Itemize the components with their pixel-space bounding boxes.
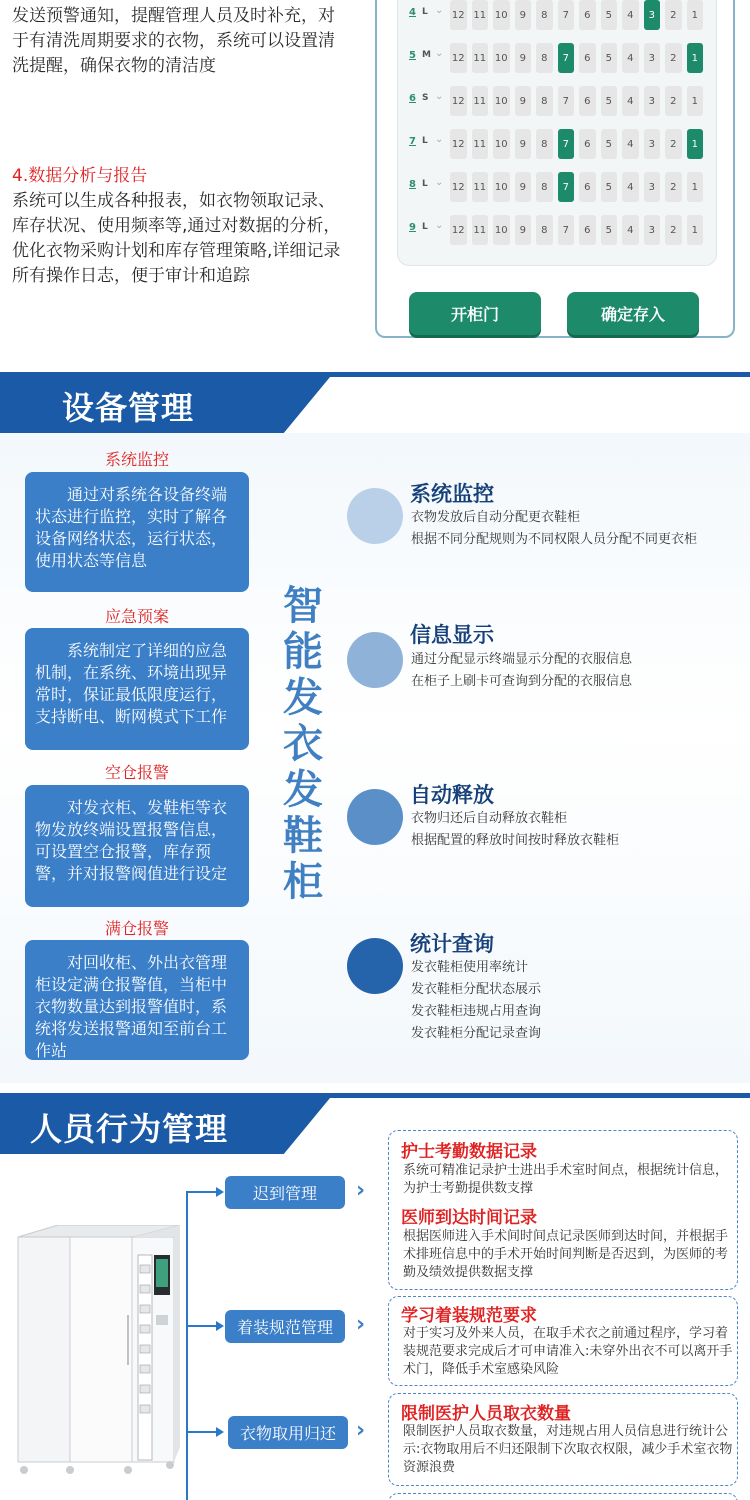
locker-cabinet-illustration <box>10 1225 185 1480</box>
detail-text: 限制医护人员取衣数量，对违规占用人员信息进行统计公示:衣物取用后不归还限制下次取衣权限，减少手术室衣物资源浪费 <box>403 1424 733 1475</box>
feature-line: 发衣鞋柜违规占用查询 <box>411 1004 542 1019</box>
detail-box <box>388 1493 738 1500</box>
locker-cells <box>450 215 703 245</box>
locker-cells <box>450 0 703 30</box>
locker-cell[interactable]: 1 <box>687 172 704 202</box>
locker-cell[interactable]: 11 <box>472 43 489 73</box>
info-card: 系统制定了详细的应急机制，在系统、环境出现异常时，保证最低限度运行，支持断电、断网模式下工作 <box>25 628 249 750</box>
locker-cell[interactable]: 8 <box>536 86 553 116</box>
size-label: L <box>422 222 428 232</box>
locker-cells <box>450 129 703 159</box>
locker-cell[interactable]: 3 <box>644 43 661 73</box>
feature-line: 根据不同分配规则为不同权限人员分配不同更衣柜 <box>411 532 698 547</box>
locker-cell[interactable]: 5 <box>601 0 618 30</box>
row-number: 6 <box>409 93 416 104</box>
chevron-right-icon: › <box>356 1312 366 1337</box>
locker-cell[interactable]: 4 <box>622 172 639 202</box>
feature-line: 通过分配显示终端显示分配的衣服信息 <box>411 652 633 667</box>
connector-arrow <box>186 1325 222 1327</box>
size-label: L <box>422 136 428 146</box>
locker-cell-occupied[interactable]: 1 <box>687 129 704 159</box>
locker-cell[interactable]: 2 <box>665 172 682 202</box>
chevron-down-icon[interactable]: ⌄ <box>435 220 444 231</box>
card-title: 满仓报警 <box>104 919 169 938</box>
locker-cell[interactable]: 1 <box>687 86 704 116</box>
locker-cell[interactable]: 5 <box>601 86 618 116</box>
vertical-product-title <box>278 583 328 905</box>
detail-text: 对于实习及外来人员，在取手术衣之前通过程序，学习着装规范要求完成后才可申请准入:未穿外出衣不可以离开手术门，降低手术室感染风险 <box>403 1326 733 1377</box>
size-label: L <box>422 179 428 189</box>
locker-cell[interactable]: 12 <box>450 215 467 245</box>
size-label: M <box>422 50 431 60</box>
chevron-down-icon[interactable]: ⌄ <box>435 177 444 188</box>
chevron-down-icon[interactable]: ⌄ <box>435 5 444 16</box>
detail-text: 系统可精准记录护士进出手术室时间点，根据统计信息，为护士考勤提供数支撑 <box>403 1163 729 1196</box>
locker-cell[interactable]: 3 <box>644 215 661 245</box>
chevron-down-icon[interactable]: ⌄ <box>435 91 444 102</box>
title-char: 发 <box>283 767 323 813</box>
locker-row <box>398 129 718 159</box>
locker-row <box>398 215 718 245</box>
locker-cell[interactable]: 12 <box>450 86 467 116</box>
locker-cell[interactable]: 9 <box>515 172 532 202</box>
locker-cell[interactable]: 10 <box>493 43 510 73</box>
locker-row <box>398 0 718 30</box>
locker-cell[interactable]: 10 <box>493 86 510 116</box>
feature-circle-icon <box>347 938 403 994</box>
row-number: 8 <box>409 179 416 190</box>
locker-cell[interactable]: 5 <box>601 43 618 73</box>
locker-cell[interactable]: 4 <box>622 0 639 30</box>
locker-cell[interactable]: 12 <box>450 172 467 202</box>
locker-cell[interactable]: 7 <box>558 0 575 30</box>
title-char: 柜 <box>283 859 323 905</box>
branch-dress-code: 着装规范管理 <box>225 1310 345 1343</box>
connector-arrow <box>186 1431 222 1433</box>
locker-cell[interactable]: 4 <box>622 215 639 245</box>
locker-cell[interactable]: 6 <box>579 43 596 73</box>
locker-cell[interactable]: 11 <box>472 172 489 202</box>
locker-cell-occupied[interactable]: 7 <box>558 172 575 202</box>
feature-line: 根据配置的释放时间按时释放衣鞋柜 <box>411 833 620 848</box>
feature-circle-icon <box>347 632 403 688</box>
locker-cell[interactable]: 9 <box>515 86 532 116</box>
chevron-down-icon[interactable]: ⌄ <box>435 48 444 59</box>
chevron-down-icon[interactable]: ⌄ <box>435 134 444 145</box>
detail-title: 医师到达时间记录 <box>401 1208 537 1228</box>
chevron-right-icon: › <box>356 1418 366 1443</box>
locker-cell[interactable]: 9 <box>515 43 532 73</box>
locker-cell[interactable]: 10 <box>493 172 510 202</box>
locker-cell[interactable]: 12 <box>450 43 467 73</box>
locker-cell[interactable]: 5 <box>601 215 618 245</box>
locker-cell[interactable]: 5 <box>601 129 618 159</box>
detail-text: 根据医师进入手术间时间点记录医师到达时间，并根据手术排班信息中的手术开始时间判断是否迟到，为医师的考勤及绩效提供数据支撑 <box>403 1229 729 1280</box>
intro-paragraph: 系统可以生成各种报表，如衣物领取记录、库存状况、使用频率等,通过对数据的分析，优化衣物采购计划和库存管理策略,详细记录所有操作日志，便于审计和追踪 <box>12 191 341 286</box>
feature-title: 统计查询 <box>410 932 494 956</box>
detail-title: 学习着装规范要求 <box>401 1306 537 1326</box>
section-heading: 4.数据分析与报告 <box>12 166 148 186</box>
title-char: 发 <box>283 675 323 721</box>
locker-cell[interactable]: 4 <box>622 129 639 159</box>
feature-title: 系统监控 <box>410 482 494 506</box>
intro-section <box>0 0 750 372</box>
size-label: S <box>422 93 429 103</box>
locker-row <box>398 172 718 202</box>
locker-cell[interactable]: 9 <box>515 215 532 245</box>
title-char: 智 <box>283 583 323 629</box>
feature-line: 发衣鞋柜使用率统计 <box>411 960 529 975</box>
info-card: 通过对系统各设备终端状态进行监控，实时了解各设备网络状态，运行状态，使用状态等信息 <box>25 472 249 592</box>
detail-box <box>388 1393 738 1486</box>
locker-row <box>398 43 718 73</box>
title-char: 能 <box>283 629 323 675</box>
locker-cell[interactable]: 11 <box>472 86 489 116</box>
locker-cell[interactable]: 3 <box>644 172 661 202</box>
section-title: 设备管理 <box>62 389 195 427</box>
connector-line <box>186 1192 188 1500</box>
branch-clothing-return: 衣物取用归还 <box>228 1416 348 1449</box>
locker-cell[interactable]: 11 <box>472 129 489 159</box>
locker-cell[interactable]: 10 <box>493 129 510 159</box>
feature-circle-icon <box>347 789 403 845</box>
locker-cell[interactable]: 8 <box>536 43 553 73</box>
locker-cells <box>450 86 703 116</box>
section-title: 人员行为管理 <box>30 1110 229 1148</box>
locker-cell[interactable]: 10 <box>493 215 510 245</box>
locker-cell[interactable]: 5 <box>601 172 618 202</box>
locker-cell[interactable]: 8 <box>536 0 553 30</box>
info-card: 对回收柜、外出衣管理柜设定满仓报警值，当柜中衣物数量达到报警值时，系统将发送报警通知至前台工作站 <box>25 940 249 1060</box>
row-number: 7 <box>409 136 416 147</box>
locker-row <box>398 86 718 116</box>
locker-cell[interactable]: 2 <box>665 0 682 30</box>
open-door-button[interactable]: 开柜门 <box>409 292 541 335</box>
title-char: 鞋 <box>283 813 323 859</box>
row-number: 5 <box>409 50 416 61</box>
locker-cell-occupied[interactable]: 7 <box>558 129 575 159</box>
locker-cell[interactable]: 2 <box>665 86 682 116</box>
connector-arrow <box>186 1191 222 1193</box>
locker-cells <box>450 172 703 202</box>
row-number: 4 <box>409 7 416 18</box>
locker-cell-occupied[interactable]: 1 <box>687 43 704 73</box>
detail-box <box>388 1130 738 1290</box>
card-title: 系统监控 <box>104 450 169 469</box>
locker-cell-occupied[interactable]: 7 <box>558 43 575 73</box>
intro-paragraph: 发送预警通知，提醒管理人员及时补充，对于有清洗周期要求的衣物，系统可以设置清洗提醒，确保衣物的清洁度 <box>12 6 335 76</box>
locker-cell[interactable]: 11 <box>472 215 489 245</box>
locker-cell[interactable]: 6 <box>579 172 596 202</box>
feature-circle-icon <box>347 488 403 544</box>
detail-box <box>388 1296 738 1386</box>
feature-line: 发衣鞋柜分配状态展示 <box>411 982 542 997</box>
info-card: 对发衣柜、发鞋柜等衣物发放终端设置报警信息，可设置空仓报警，库存预警，并对报警阀值进行设定 <box>25 785 249 907</box>
locker-cell[interactable]: 11 <box>472 0 489 30</box>
locker-cell[interactable]: 7 <box>558 215 575 245</box>
branch-late-management: 迟到管理 <box>225 1176 345 1209</box>
locker-cell[interactable]: 8 <box>536 215 553 245</box>
locker-cells <box>450 43 703 73</box>
chevron-right-icon: › <box>356 1178 366 1203</box>
locker-terminal-screen <box>375 0 735 338</box>
locker-grid <box>397 0 717 266</box>
locker-cell[interactable]: 6 <box>579 215 596 245</box>
locker-cell[interactable]: 1 <box>687 215 704 245</box>
locker-cell[interactable]: 8 <box>536 172 553 202</box>
locker-cell[interactable]: 7 <box>558 86 575 116</box>
detail-title: 限制医护人员取衣数量 <box>401 1404 571 1424</box>
card-title: 空仓报警 <box>104 763 169 782</box>
locker-cell[interactable]: 4 <box>622 86 639 116</box>
feature-title: 自动释放 <box>410 783 494 807</box>
locker-cell[interactable]: 2 <box>665 43 682 73</box>
locker-cell[interactable]: 9 <box>515 129 532 159</box>
locker-cell[interactable]: 6 <box>579 0 596 30</box>
locker-cell[interactable]: 8 <box>536 129 553 159</box>
title-char: 衣 <box>283 721 323 767</box>
detail-title: 护士考勤数据记录 <box>401 1142 537 1162</box>
device-section-header <box>0 377 750 433</box>
locker-cell-occupied[interactable]: 3 <box>644 0 661 30</box>
locker-cell[interactable]: 3 <box>644 129 661 159</box>
row-number: 9 <box>409 222 416 233</box>
card-title: 应急预案 <box>104 607 169 626</box>
locker-cell[interactable]: 6 <box>579 129 596 159</box>
locker-cell[interactable]: 2 <box>665 129 682 159</box>
feature-line: 在柜子上刷卡可查询到分配的衣服信息 <box>411 674 633 689</box>
locker-cell[interactable]: 1 <box>687 0 704 30</box>
locker-cell[interactable]: 12 <box>450 0 467 30</box>
confirm-store-button[interactable]: 确定存入 <box>567 292 699 335</box>
locker-cell[interactable]: 10 <box>493 0 510 30</box>
locker-cell[interactable]: 2 <box>665 215 682 245</box>
feature-line: 衣物发放后自动分配更衣鞋柜 <box>411 510 581 525</box>
size-label: L <box>422 7 428 17</box>
locker-cell[interactable]: 4 <box>622 43 639 73</box>
feature-line: 衣物归还后自动释放衣鞋柜 <box>411 811 568 826</box>
locker-cell[interactable]: 6 <box>579 86 596 116</box>
locker-cell[interactable]: 12 <box>450 129 467 159</box>
locker-cell[interactable]: 3 <box>644 86 661 116</box>
locker-cell[interactable]: 9 <box>515 0 532 30</box>
feature-title: 信息显示 <box>410 623 494 647</box>
feature-line: 发衣鞋柜分配记录查询 <box>411 1026 542 1041</box>
